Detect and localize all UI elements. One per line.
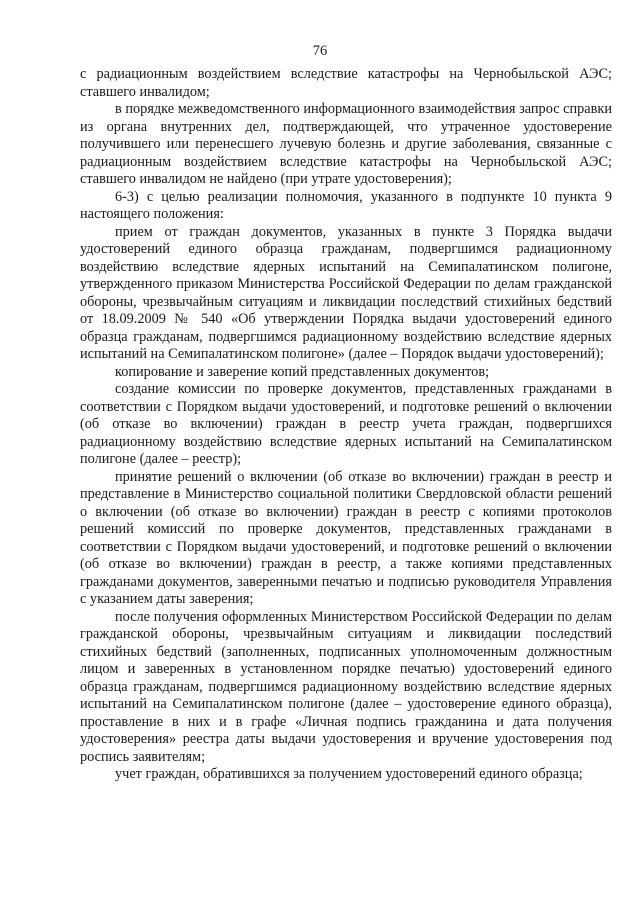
paragraph-certificate-issuance: после получения оформленных Министерством Российской Федерации по делам гражданской обороны, чрезвычайным ситуациям и ликвидации последствий стихийных бедствий (заполненных, подписанных уполномоченным должностным лицом и заверенных в установленном порядке печатью) удостоверений единого образца гражданам, подвергшимся радиационному воздействию вследствие ядерных испытаний на Семипалатинском полигоне (далее – удостоверение единого образца), проставление в них и в графе «Личная подпись гражданина и дата получения удостоверения» реестра даты выдачи удостоверения и вручение удостоверения под роспись заявителям; [80, 608, 612, 765]
paragraph-interagency-request: в порядке межведомственного информационного взаимодействия запрос справки из органа внутренних дел, подтверждающей, что утраченное удостоверение получившего или перенесшего лучевую болезнь и другие заболевания, связанные с радиационным воздействием вследствие катастрофы на Чернобыльской АЭС; ставшего инвалидом не найдено (при утрате удостоверения); [80, 101, 612, 187]
paragraph-document-intake: прием от граждан документов, указанных в пункте 3 Порядка выдачи удостоверений единого образца гражданам, подвергшимся радиационному воздействию вследствие ядерных испытаний на Семипалатинском полигоне, утвержденного приказом Министерства Российской Федерации по делам гражданской обороны, чрезвычайным ситуациям и ликвидации последствий стихийных бедствий от 18.09.2009 № 540 «Об утверждении Порядка выдачи удостоверений единого образца гражданам, подвергшимся радиационному воздействию вследствие ядерных испытаний на Семипалатинском полигоне» (далее – Порядок выдачи удостоверений); [80, 223, 612, 362]
paragraph-item-6-3: 6-3) с целью реализации полномочия, указанного в подпункте 10 пункта 9 настоящего положения: [80, 188, 612, 222]
page-number: 76 [312, 43, 328, 59]
paragraph-commission-creation: создание комиссии по проверке документов, представленных гражданами в соответствии с Порядком выдачи удостоверений, и подготовке решений о включении (об отказе во включении) граждан в реестр учета граждан, подвергшихся радиационному воздействию вследствие ядерных испытаний на Семипалатинском полигоне (далее – реестр); [80, 381, 612, 467]
paragraph-citizen-accounting: учет граждан, обратившихся за получением удостоверений единого образца; [115, 766, 583, 782]
paragraph-registry-decisions: принятие решений о включении (об отказе во включении) граждан в реестр и представление в Министерство социальной политики Свердловской области решений о включении (об отказе во включении) граждан в реестр с копиями протоколов решений комиссий по проверке документов, представленных гражданами в соответствии с Порядком выдачи удостоверений, и подготовке решений о включении (об отказе во включении) граждан в реестр, а также копиями представленных гражданами документов, заверенными печатью и подписью руководителя Управления с указанием даты заверения; [80, 468, 612, 607]
document-body [80, 66, 612, 784]
paragraph-copy-certification: копирование и заверение копий представленных документов; [115, 363, 490, 380]
paragraph-continuation: с радиационным воздействием вследствие катастрофы на Чернобыльской АЭС; ставшего инвалидом; [80, 66, 612, 100]
